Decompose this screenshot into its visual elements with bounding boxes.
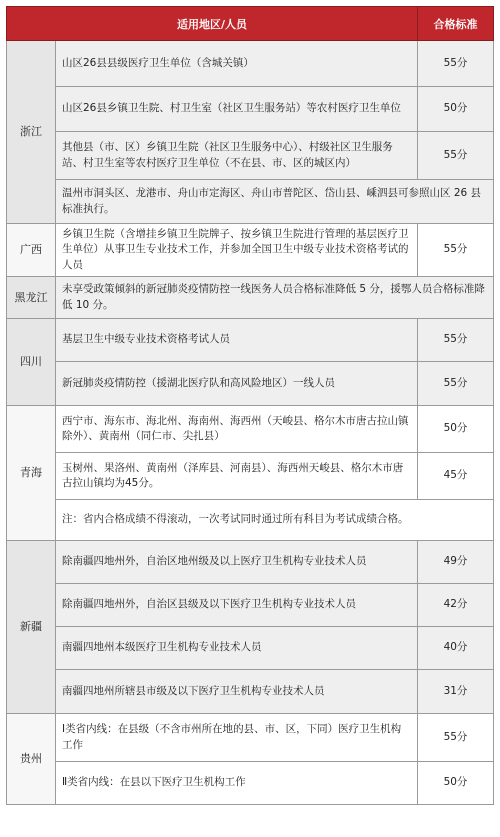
row-text: 南疆四地州所辖县市级及以下医疗卫生机构专业技术人员 [56, 670, 418, 714]
row-score: 42分 [418, 584, 494, 627]
row-text: 山区26县乡镇卫生院、村卫生室（社区卫生服务站）等农村医疗卫生单位 [56, 87, 418, 132]
province-sichuan: 四川 [7, 319, 56, 406]
table-row [7, 319, 494, 362]
row-score: 50分 [418, 406, 494, 453]
row-text: Ⅱ类省内线：在县以下医疗卫生机构工作 [56, 762, 418, 805]
table-row [7, 224, 494, 277]
table-row [7, 406, 494, 453]
table-row [7, 453, 494, 500]
standards-table-frame [6, 6, 494, 805]
row-text: Ⅰ类省内线：在县级（不含市州所在地的县、市、区，下同）医疗卫生机构工作 [56, 714, 418, 762]
row-text: 基层卫生中级专业技术资格考试人员 [56, 319, 418, 362]
row-text: 除南疆四地州外，自治区地州级及以上医疗卫生机构专业技术人员 [56, 541, 418, 584]
row-score: 45分 [418, 453, 494, 500]
table-row [7, 87, 494, 132]
row-text: 乡镇卫生院（含增挂乡镇卫生院牌子、按乡镇卫生院进行管理的基层医疗卫生单位）从事卫生专业技术工作，并参加全国卫生中级专业技术资格考试的人员 [56, 224, 418, 277]
row-score: 55分 [418, 714, 494, 762]
table-row [7, 541, 494, 584]
province-qinghai: 青海 [7, 406, 56, 541]
row-score: 55分 [418, 319, 494, 362]
table-row [7, 627, 494, 670]
row-text: 玉树州、果洛州、黄南州（泽库县、河南县）、海西州天峻县、格尔木市唐古拉山镇均为45分。 [56, 453, 418, 500]
table-row [7, 132, 494, 180]
province-guizhou: 贵州 [7, 714, 56, 805]
row-score: 55分 [418, 41, 494, 87]
province-heilongjiang: 黑龙江 [7, 277, 56, 319]
table-row [7, 362, 494, 406]
row-score: 55分 [418, 224, 494, 277]
row-text: 山区26县县级医疗卫生单位（含城关镇） [56, 41, 418, 87]
header-score: 合格标准 [418, 7, 494, 41]
standards-table [6, 6, 494, 805]
table-row [7, 277, 494, 319]
row-score: 55分 [418, 132, 494, 180]
header-region: 适用地区/人员 [7, 7, 418, 41]
province-zhejiang: 浙江 [7, 41, 56, 224]
table-row [7, 41, 494, 87]
row-note: 注：省内合格成绩不得滚动，一次考试同时通过所有科目为考试成绩合格。 [56, 500, 494, 541]
row-text: 新冠肺炎疫情防控（援湖北医疗队和高风险地区）一线人员 [56, 362, 418, 406]
row-score: 49分 [418, 541, 494, 584]
province-guangxi: 广西 [7, 224, 56, 277]
row-score: 50分 [418, 762, 494, 805]
row-score: 50分 [418, 87, 494, 132]
row-text: 南疆四地州本级医疗卫生机构专业技术人员 [56, 627, 418, 670]
table-header-row [7, 7, 494, 41]
table-row [7, 500, 494, 541]
table-row [7, 762, 494, 805]
row-text: 其他县（市、区）乡镇卫生院（社区卫生服务中心）、村级社区卫生服务站、村卫生室等农村医疗卫生单位（不在县、市、区的城区内） [56, 132, 418, 180]
row-score: 40分 [418, 627, 494, 670]
row-note: 未享受政策倾斜的新冠肺炎疫情防控一线医务人员合格标准降低 5 分，援鄂人员合格标准降低 10 分。 [56, 277, 494, 319]
row-score: 31分 [418, 670, 494, 714]
row-text: 除南疆四地州外，自治区县级及以下医疗卫生机构专业技术人员 [56, 584, 418, 627]
table-row [7, 714, 494, 762]
province-xinjiang: 新疆 [7, 541, 56, 714]
table-row [7, 670, 494, 714]
table-row [7, 584, 494, 627]
table-row [7, 180, 494, 224]
row-text: 西宁市、海东市、海北州、海南州、海西州（天峻县、格尔木市唐古拉山镇除外）、黄南州（同仁市、尖扎县） [56, 406, 418, 453]
row-note: 温州市洞头区、龙港市、舟山市定海区、舟山市普陀区、岱山县、嵊泗县可参照山区 26 县标准执行。 [56, 180, 494, 224]
row-score: 55分 [418, 362, 494, 406]
